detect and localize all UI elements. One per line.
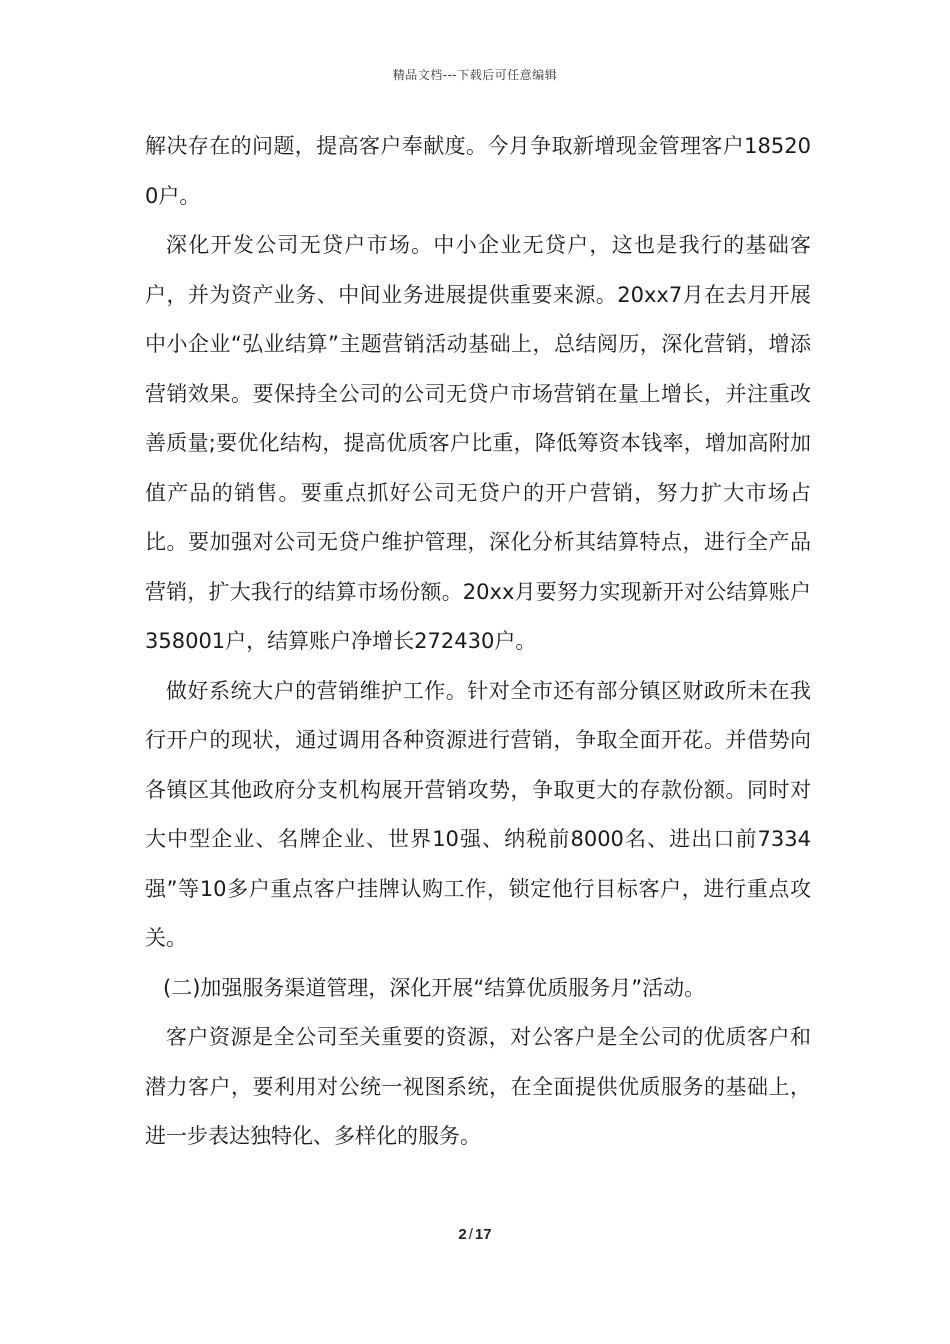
paragraph: 做好系统大户的营销维护工作。针对全市还有部分镇区财政所未在我行开户的现状，通过调用各种资源进行营销，争取全面开花。并借势向各镇区其他政府分支机构展开营销攻势，争取更大的存款份额。同时对大中型企业、名牌企业、世界10强、纳税前8000名、进出口前7334强”等10多户重点客户挂牌认购工作，锁定他行目标客户，进行重点攻关。 bbox=[145, 678, 811, 950]
page-header: 精品文档---下载后可任意编辑 bbox=[392, 68, 558, 82]
document-body bbox=[145, 122, 811, 1162]
current-page: 2 bbox=[458, 1226, 467, 1243]
total-pages: 17 bbox=[474, 1226, 492, 1243]
paragraph: 客户资源是全公司至关重要的资源，对公客户是全公司的优质客户和潜力客户，要利用对公统一视图系统，在全面提供优质服务的基础上，进一步表达独特化、多样化的服务。 bbox=[145, 1025, 811, 1148]
page-separator: / bbox=[468, 1226, 473, 1243]
section-heading: (二)加强服务渠道管理，深化开展“结算优质服务月”活动。 bbox=[163, 975, 706, 1000]
paragraph: 深化开发公司无贷户市场。中小企业无贷户，这也是我行的基础客户，并为资产业务、中间业务进展提供重要来源。20xx7月在去月开展中小企业“弘业结算”主题营销活动基础上，总结阅历，深化营销，增添营销效果。要保持全公司的公司无贷户市场营销在量上增长，并注重改善质量;要优化结构，提高优质客户比重，降低筹资本钱率，增加高附加值产品的销售。要重点抓好公司无贷户的开户营销，努力扩大市场占比。要加强对公司无贷户维护管理，深化分析其结算特点，进行全产品营销，扩大我行的结算市场份额。20xx月要努力实现新开对公结算账户358001户，结算账户净增长272430户。 bbox=[145, 233, 811, 653]
paragraph: 解决存在的问题，提高客户奉献度。今月争取新增现金管理客户185200户。 bbox=[145, 134, 811, 208]
page-number bbox=[0, 1226, 950, 1243]
